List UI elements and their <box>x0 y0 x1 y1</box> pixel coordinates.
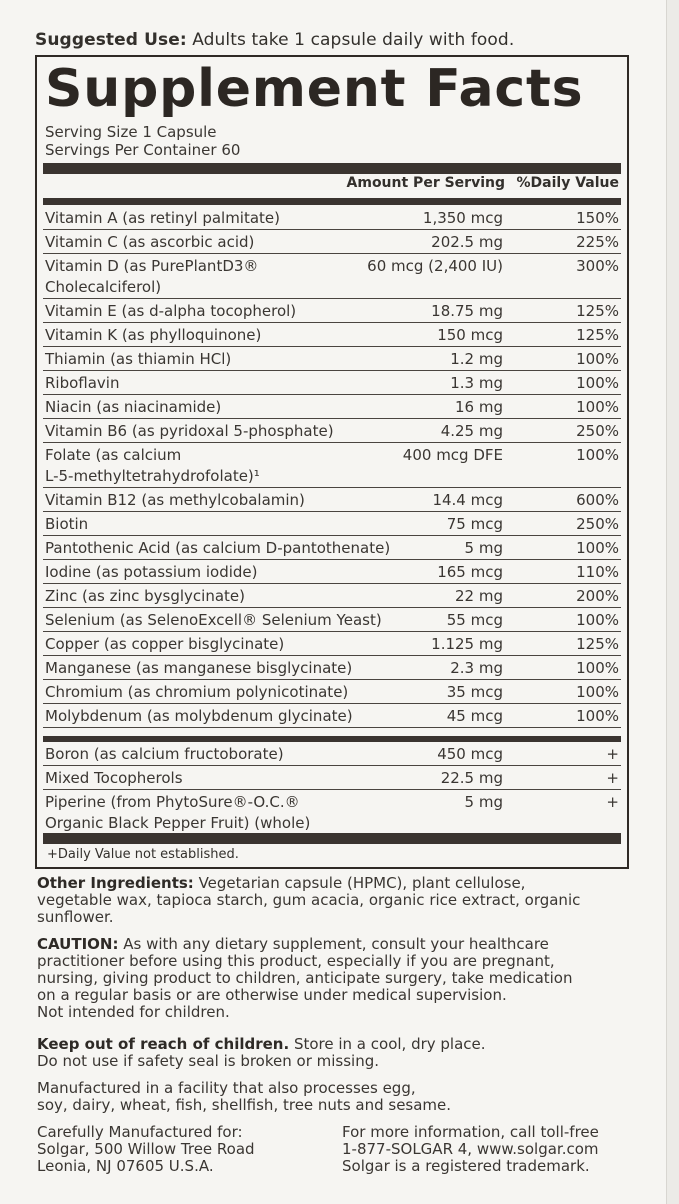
nutrient-daily-value: 100% <box>576 398 619 416</box>
nutrient-name <box>45 586 245 607</box>
nutrient-name-line: Cholecalciferol) <box>45 278 162 296</box>
nutrient-row <box>43 371 621 395</box>
nutrient-amount: 45 mcg <box>446 707 503 725</box>
nutrient-daily-value: 125% <box>576 635 619 653</box>
nutrient-daily-value: 300% <box>576 257 619 275</box>
nutrient-name-line: Thiamin (as thiamin HCl) <box>45 350 232 368</box>
nutrient-name <box>45 397 221 418</box>
nutrient-name-line: Niacin (as niacinamide) <box>45 398 222 416</box>
supplement-facts-panel <box>35 55 629 869</box>
nutrient-amount: 4.25 mg <box>440 422 503 440</box>
nutrient-daily-value: 100% <box>576 374 619 392</box>
allergen-line: soy, dairy, wheat, fish, shellfish, tree nuts and sesame. <box>37 1096 452 1114</box>
contact-info <box>342 1124 599 1175</box>
nutrient-amount: 22.5 mg <box>440 769 503 787</box>
nutrient-name <box>45 562 258 583</box>
contact-line: Solgar is a registered trademark. <box>342 1157 590 1175</box>
nutrient-name-line: Boron (as calcium fructoborate) <box>45 745 284 763</box>
nutrient-name-line: Biotin <box>45 515 89 533</box>
nutrient-name <box>45 744 284 765</box>
manufacturer-info <box>37 1124 255 1175</box>
keep-out-line: Store in a cool, dry place. <box>289 1035 486 1053</box>
nutrient-name-line: Molybdenum (as molybdenum glycinate) <box>45 707 353 725</box>
nutrient-amount: 1.3 mg <box>450 374 503 392</box>
caution-line: on a regular basis or are otherwise under medical supervision. <box>37 986 507 1004</box>
nutrient-name-line: Vitamin D (as PurePlantD3® <box>45 257 259 275</box>
nutrient-amount: 16 mg <box>455 398 503 416</box>
caution-label: CAUTION: <box>37 935 119 953</box>
nutrient-name <box>45 658 352 679</box>
keep-out-of-reach <box>37 1036 486 1070</box>
nutrient-amount: 1.2 mg <box>450 350 503 368</box>
nutrient-daily-value: 100% <box>576 659 619 677</box>
nutrient-row <box>43 790 621 835</box>
nutrient-amount: 14.4 mcg <box>432 491 503 509</box>
nutrient-amount: 55 mcg <box>446 611 503 629</box>
nutrient-daily-value: 150% <box>576 209 619 227</box>
nutrient-name-line: Riboflavin <box>45 374 120 392</box>
nutrient-daily-value: 225% <box>576 233 619 251</box>
label-edge <box>666 0 679 1204</box>
nutrient-amount: 35 mcg <box>446 683 503 701</box>
nutrient-name <box>45 349 231 370</box>
nutrient-row <box>43 347 621 371</box>
nutrient-row <box>43 206 621 230</box>
other-nutrient-rows <box>43 742 621 835</box>
nutrient-name <box>45 768 183 789</box>
keep-out-label: Keep out of reach of children. <box>37 1035 290 1053</box>
thick-divider-header <box>43 198 621 205</box>
nutrient-name-line: Iodine (as potassium iodide) <box>45 563 258 581</box>
serving-size: Serving Size 1 Capsule <box>45 123 217 141</box>
caution-line: As with any dietary supplement, consult your healthcare <box>118 935 549 953</box>
nutrient-daily-value: 100% <box>576 350 619 368</box>
nutrient-amount: 1,350 mcg <box>422 209 503 227</box>
nutrient-name <box>45 445 260 487</box>
nutrient-row <box>43 608 621 632</box>
other-ingredients <box>37 875 580 926</box>
nutrient-name <box>45 256 258 298</box>
nutrient-name <box>45 792 310 834</box>
nutrient-row <box>43 323 621 347</box>
nutrient-daily-value: 250% <box>576 422 619 440</box>
nutrient-name-line: Pantothenic Acid (as calcium D-pantothenate) <box>45 539 391 557</box>
nutrient-name <box>45 634 284 655</box>
nutrient-amount: 5 mg <box>464 539 503 557</box>
manufacturer-line: Carefully Manufactured for: <box>37 1123 243 1141</box>
nutrient-amount: 60 mcg (2,400 IU) <box>367 257 503 275</box>
nutrient-amount: 1.125 mg <box>431 635 503 653</box>
nutrient-daily-value: + <box>606 769 619 787</box>
nutrient-rows <box>43 206 621 728</box>
nutrient-row <box>43 584 621 608</box>
column-headers <box>43 173 621 195</box>
allergen-statement <box>37 1080 451 1114</box>
thick-divider-bottom <box>43 833 621 844</box>
nutrient-daily-value: 100% <box>576 707 619 725</box>
nutrient-daily-value: 110% <box>576 563 619 581</box>
nutrient-name <box>45 373 119 394</box>
nutrient-daily-value: + <box>606 793 619 811</box>
contact-line: 1-877-SOLGAR 4, www.solgar.com <box>342 1140 599 1158</box>
nutrient-row <box>43 488 621 512</box>
nutrient-name <box>45 301 296 322</box>
nutrient-row <box>43 632 621 656</box>
daily-value-header: %Daily Value <box>516 175 619 191</box>
nutrient-amount: 150 mcg <box>437 326 503 344</box>
nutrient-name-line: Manganese (as manganese bisglycinate) <box>45 659 353 677</box>
caution-line: Not intended for children. <box>37 1003 230 1021</box>
nutrient-daily-value: + <box>606 745 619 763</box>
nutrient-daily-value: 125% <box>576 326 619 344</box>
nutrient-row <box>43 395 621 419</box>
nutrient-row <box>43 443 621 488</box>
suggested-use-text: Adults take 1 capsule daily with food. <box>186 30 515 50</box>
nutrient-daily-value: 250% <box>576 515 619 533</box>
nutrient-name-line: Chromium (as chromium polynicotinate) <box>45 683 349 701</box>
nutrient-name-line: Selenium (as SelenoExcell® Selenium Yeast) <box>45 611 382 629</box>
nutrient-row <box>43 230 621 254</box>
nutrient-row <box>43 704 621 728</box>
other-ingredients-line: vegetable wax, tapioca starch, gum acacia, organic rice extract, organic <box>37 891 581 909</box>
nutrient-name-line: Vitamin B12 (as methylcobalamin) <box>45 491 305 509</box>
nutrient-name <box>45 706 353 727</box>
nutrient-name <box>45 610 382 631</box>
nutrient-name <box>45 208 280 229</box>
nutrient-name-line: Piperine (from PhytoSure®-O.C.® <box>45 793 300 811</box>
nutrient-row <box>43 680 621 704</box>
nutrient-name <box>45 232 254 253</box>
nutrient-amount: 165 mcg <box>437 563 503 581</box>
other-ingredients-label: Other Ingredients: <box>37 874 194 892</box>
nutrient-name <box>45 514 88 535</box>
nutrient-name <box>45 421 334 442</box>
nutrient-name-line: Copper (as copper bisglycinate) <box>45 635 285 653</box>
nutrient-amount: 450 mcg <box>437 745 503 763</box>
servings-per-container: Servings Per Container 60 <box>45 141 241 159</box>
nutrient-row <box>43 512 621 536</box>
nutrient-daily-value: 100% <box>576 683 619 701</box>
nutrient-row <box>43 560 621 584</box>
nutrient-name-line: Organic Black Pepper Fruit) (whole) <box>45 814 311 832</box>
nutrient-name-line: Vitamin E (as d-alpha tocopherol) <box>45 302 297 320</box>
nutrient-name-line: Folate (as calcium <box>45 446 182 464</box>
nutrient-row <box>43 536 621 560</box>
other-ingredients-line: Vegetarian capsule (HPMC), plant cellulose, <box>193 874 526 892</box>
other-ingredients-line: sunflower. <box>37 908 114 926</box>
suggested-use-label: Suggested Use: <box>35 30 187 50</box>
nutrient-daily-value: 100% <box>576 446 619 464</box>
nutrient-name-line: Zinc (as zinc bysglycinate) <box>45 587 246 605</box>
nutrient-name <box>45 325 261 346</box>
keep-out-line: Do not use if safety seal is broken or missing. <box>37 1052 380 1070</box>
caution-line: nursing, giving product to children, anticipate surgery, take medication <box>37 969 573 987</box>
nutrient-name-line: Vitamin A (as retinyl palmitate) <box>45 209 281 227</box>
nutrient-name <box>45 682 348 703</box>
nutrient-name-line: Vitamin K (as phylloquinone) <box>45 326 262 344</box>
nutrient-amount: 18.75 mg <box>431 302 503 320</box>
nutrient-name-line: Vitamin C (as ascorbic acid) <box>45 233 255 251</box>
nutrient-row <box>43 299 621 323</box>
footnote: +Daily Value not established. <box>47 847 239 862</box>
nutrient-name <box>45 490 305 511</box>
nutrient-row <box>43 254 621 299</box>
nutrient-name-line: Mixed Tocopherols <box>45 769 183 787</box>
facts-title: Supplement Facts <box>45 59 584 119</box>
caution-line: practitioner before using this product, especially if you are pregnant, <box>37 952 555 970</box>
nutrient-amount: 22 mg <box>455 587 503 605</box>
nutrient-amount: 2.3 mg <box>450 659 503 677</box>
nutrient-amount: 400 mcg DFE <box>402 446 503 464</box>
nutrient-row <box>43 419 621 443</box>
nutrient-daily-value: 100% <box>576 539 619 557</box>
allergen-line: Manufactured in a facility that also processes egg, <box>37 1079 416 1097</box>
nutrient-daily-value: 125% <box>576 302 619 320</box>
nutrient-amount: 5 mg <box>464 793 503 811</box>
nutrient-row <box>43 656 621 680</box>
nutrient-name <box>45 538 390 559</box>
nutrient-amount: 202.5 mg <box>431 233 503 251</box>
nutrient-row <box>43 742 621 766</box>
suggested-use <box>35 30 514 50</box>
amount-header: Amount Per Serving <box>346 175 505 191</box>
nutrient-row <box>43 766 621 790</box>
nutrient-daily-value: 200% <box>576 587 619 605</box>
nutrient-amount: 75 mcg <box>446 515 503 533</box>
nutrient-daily-value: 100% <box>576 611 619 629</box>
nutrient-name-line: Vitamin B6 (as pyridoxal 5-phosphate) <box>45 422 334 440</box>
caution <box>37 936 573 1021</box>
nutrient-name-line: L-5-methyltetrahydrofolate)¹ <box>45 467 260 485</box>
manufacturer-line: Solgar, 500 Willow Tree Road <box>37 1140 255 1158</box>
nutrient-daily-value: 600% <box>576 491 619 509</box>
manufacturer-line: Leonia, NJ 07605 U.S.A. <box>37 1157 214 1175</box>
contact-line: For more information, call toll-free <box>342 1123 599 1141</box>
